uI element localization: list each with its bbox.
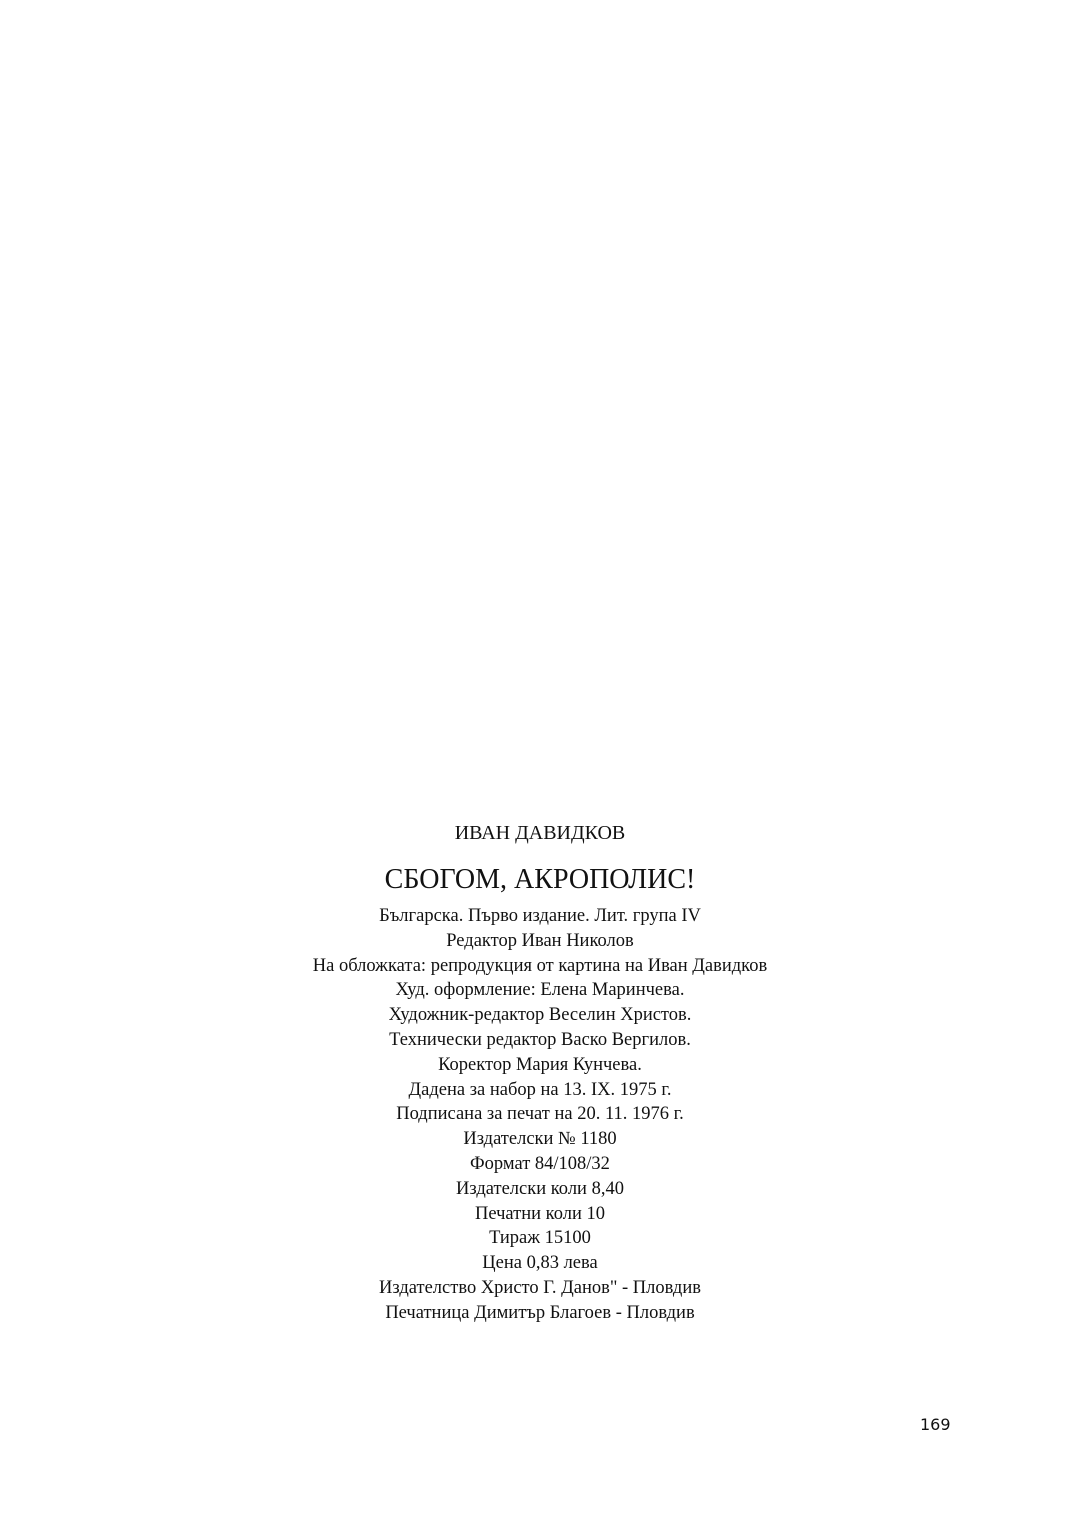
imprint-line-cover: На обложката: репродукция от картина на Иван Давидков (312, 955, 768, 976)
imprint-line-price: Цена 0,83 лева (482, 1253, 598, 1274)
imprint-line-publisher: Издателство Христо Г. Данов" - Пловдив (379, 1277, 701, 1298)
imprint-lines (0, 904, 1080, 1326)
colophon (0, 818, 1080, 1326)
imprint-line-language-edition: Българска. Първо издание. Лит. група IV (379, 906, 701, 926)
imprint-line-design: Худ. оформление: Елена Маринчева. (395, 980, 685, 1001)
imprint-line-technical-editor: Технически редактор Васко Вергилов. (389, 1029, 691, 1050)
imprint-line-editor: Редактор Иван Николов (446, 930, 634, 951)
imprint-line-publisher-sheets: Издателски коли 8,40 (456, 1178, 624, 1199)
imprint-line-print-run: Тираж 15100 (489, 1228, 591, 1249)
imprint-line-typeset-date: Дадена за набор на 13. IX. 1975 г. (408, 1079, 672, 1100)
imprint-line-printing-house: Печатница Димитър Благоев - Пловдив (385, 1302, 695, 1323)
imprint-line-art-editor: Художник-редактор Веселин Христов. (388, 1005, 692, 1026)
imprint-line-publisher-number: Издателски № 1180 (463, 1129, 617, 1150)
book-title: СБОГОМ, АКРОПОЛИС! (384, 864, 696, 895)
imprint-line-proofreader: Коректор Мария Кунчева. (438, 1054, 642, 1075)
imprint-line-print-sheets: Печатни коли 10 (475, 1203, 605, 1224)
imprint-line-format: Формат 84/108/32 (470, 1153, 610, 1174)
author-name: ИВАН ДАВИДКОВ (454, 822, 626, 844)
page-number: 169 (920, 1415, 951, 1434)
imprint-line-print-date: Подписана за печат на 20. 11. 1976 г. (396, 1104, 684, 1125)
